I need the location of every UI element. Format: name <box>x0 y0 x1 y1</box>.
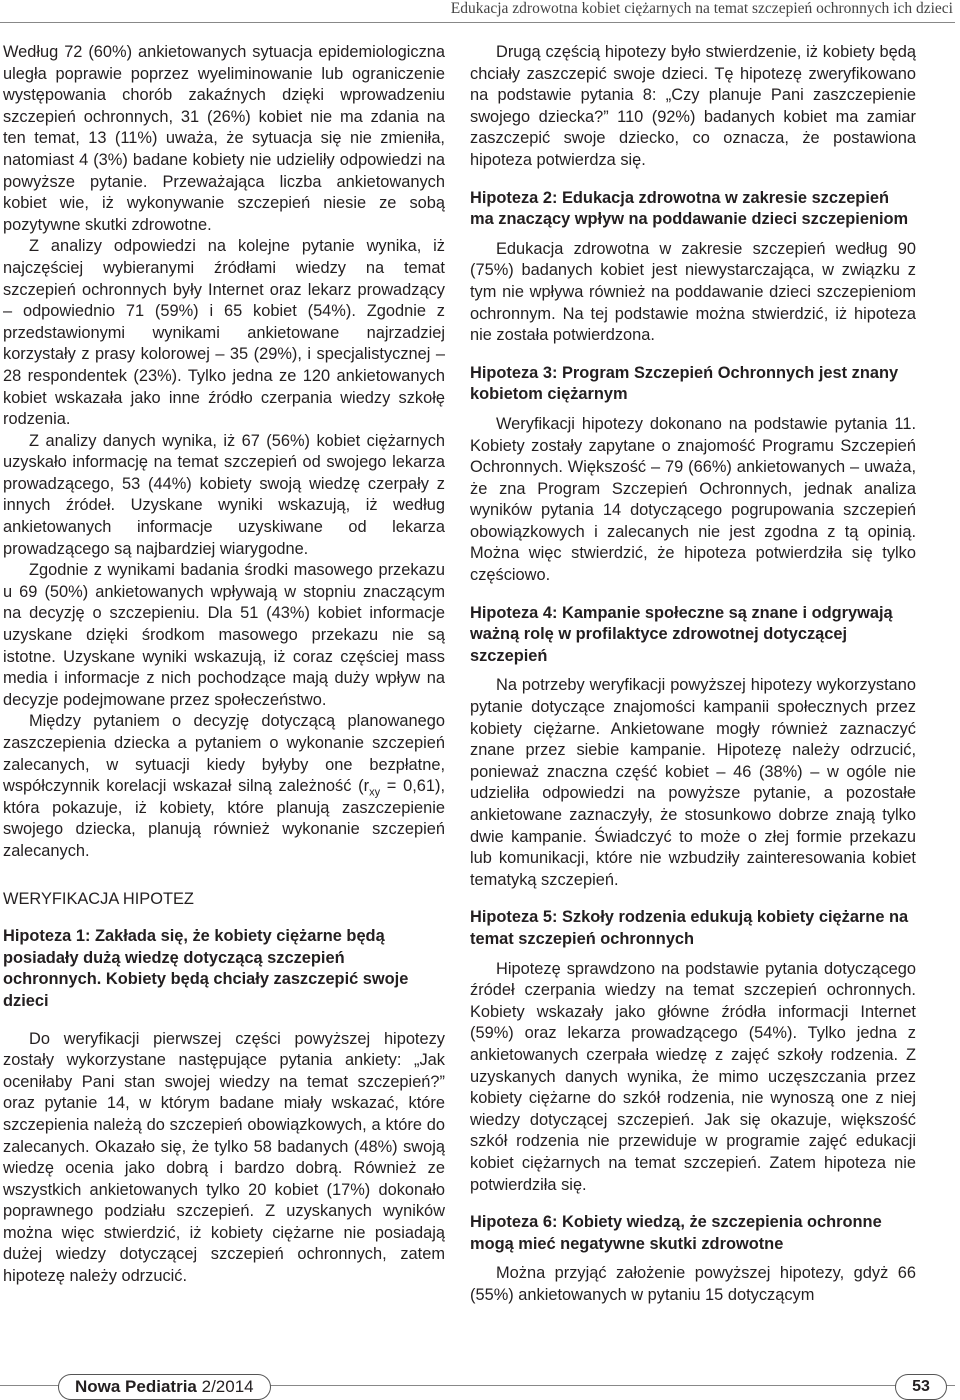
paragraph-correlation <box>3 711 445 862</box>
journal-name: Nowa Pediatria <box>75 1377 197 1396</box>
page-number: 53 <box>895 1374 947 1400</box>
left-column <box>3 42 445 1288</box>
paragraph-text: Między pytaniem o decyzję dotyczącą planowanego zaszczepienia dziecka a pytaniem o wykonanie szczepień zalecanych, w sytuacji kiedy byłyby one bezpłatne, współczynnik korelacji wskazał silną zależność (r <box>3 712 445 796</box>
paragraph: Drugą częścią hipotezy było stwierdzenie, iż kobiety będą chciały zaszczepić swoje dzieci. Tę hipotezę zweryfikowano na podstawie pytania 8: „Czy planuje Pani zaszczepienie swojego dziecka?” 110 (92%) badanych kobiet ma zamiar zaszczepić swoje dziecko, co oznacza, że postawiona hipoteza potwierdza się. <box>470 43 916 169</box>
hypothesis-heading: Hipoteza 6: Kobiety wiedzą, że szczepienia ochronne mogą mieć negatywne skutki zdrowotne <box>470 1213 882 1253</box>
paragraph: Można przyjąć założenie powyższej hipotezy, gdyż 66 (55%) ankietowanych w pytaniu 15 dotyczącym <box>470 1264 916 1304</box>
paragraph: Weryfikacji hipotezy dokonano na podstawie pytania 11. Kobiety zostały zapytane o znajomość Programu Szczepień Ochronnych. Większość – 79 (66%) ankietowanych – uważa, że zna Program Szczepień Ochronnych, jednak analiza wyników pytania 14 dotyczącego pogrupowania szczepień obowiązkowych i zalecanych nie jest zgodna z tą opinią. Można więc stwierdzić, że hipoteza potwierdziła się tylko częściowo. <box>470 414 916 585</box>
hypothesis-heading: Hipoteza 2: Edukacja zdrowotna w zakresie szczepień ma znaczący wpływ na poddawanie dzieci szczepieniom <box>470 188 909 229</box>
journal-badge <box>58 1374 271 1400</box>
paragraph: Według 72 (60%) ankietowanych sytuacja epidemiologiczna uległa poprawie poprzez wyeliminowanie lub ograniczenie występowania chorób zakaźnych dzięki wprowadzeniu szczepień ochronnych, 31 (26%) kobiet nie ma zdania na ten temat, 13 (11%) uważa, że sytuacja się nie zmieniła, natomiast 4 (3%) badane kobiety nie udzieliły odpowiedzi na powyższe pytanie. Przeważająca liczba ankietowanych kobiet wie, iż wykonywanie szczepień niesie ze sobą pozytywne skutki zdrowotne. <box>3 43 445 234</box>
running-title: Edukacja zdrowotna kobiet ciężarnych na temat szczepień ochronnych ich dzieci <box>450 0 953 17</box>
hypothesis-heading: Hipoteza 3: Program Szczepień Ochronnych jest znany kobietom ciężarnym <box>470 363 899 404</box>
paragraph-text: = 0,61), która pokazuje, iż kobiety, które planują zaszczepienie swojego dziecka, planują również wykonanie szczepień zalecanych. <box>3 777 445 860</box>
hypothesis-heading: Hipoteza 4: Kampanie społeczne są znane i odgrywają ważną rolę w profilaktyce zdrowotnej dotyczącej szczepień <box>470 603 893 665</box>
running-header <box>0 0 955 23</box>
right-column <box>470 42 916 1306</box>
hypothesis-heading: Hipoteza 5: Szkoły rodzenia edukują kobiety ciężarne na temat szczepień ochronnych <box>470 908 909 948</box>
subscript: xy <box>369 786 381 799</box>
paragraph: Z analizy odpowiedzi na kolejne pytanie wynika, iż najczęściej wybieranymi źródłami wiedzy na temat szczepień ochronnych były Internet oraz lekarz prowadzący – odpowiednio 71 (59%) i 65 kobiet (54%). Zgodnie z przedstawionymi wynikami ankietowane najrzadziej korzystały z prasy kolorowej – 35 (29%), i specjalistycznej – 28 respondentek (23%). Tylko jedna ze 120 ankietowanych kobiet wskazała jako inne źródło czerpania wiedzy szkołę rodzenia. <box>3 237 445 429</box>
paragraph: Edukacja zdrowotna w zakresie szczepień według 90 (75%) badanych kobiet jest niewystarczająca, w związku z tym nie wpływa również na poddawanie dzieci szczepieniom ochronnym. Na tej podstawie można stwierdzić, iż hipoteza nie została potwierdzona. <box>470 239 916 345</box>
paragraph: Hipotezę sprawdzono na podstawie pytania dotyczącego źródeł czerpania wiedzy na temat szczepień ochronnych. Kobiety wskazały jako główne źródła informacji Internet (59%) oraz lekarza prowadzącego (54%). Tylko jedna z ankietowanych czerpała wiedzę z zajęć szkoły rodzenia. Z uzyskanych danych wynika, że mimo uczęszczania przez kobiety ciężarne do szkół rodzenia, nie wynoszą one z niej wiedzy dotyczącej szczepień. Jak się okazuje, większość szkół rodzenia nie przewiduje w programie zajęć edukacji kobiet ciężarnych na temat szczepień. Zatem hipoteza nie potwierdziła się. <box>470 959 916 1194</box>
paragraph: Do weryfikacji pierwszej części powyższej hipotezy zostały wykorzystane następujące pytania ankiety: „Jak oceniłaby Pani stan swojej wiedzy na temat szczepień?” oraz pytanie 14, w którym badane miały wskazać, które szczepienia należą do szczepień obowiązkowych, a które do zalecanych. Okazało się, że tylko 58 badanych (48%) swoją wiedzę ocenia jako dobrą i bardzo dobrą. Również ze wszystkich ankietowanych tylko 20 kobiet (17%) dokonało poprawnego podziału szczepień. Z uzyskanych wyników można więc stwierdzić, iż kobiety ciężarne nie posiadają dużej wiedzy dotyczącej szczepień ochronnych, zatem hipotezę należy odrzucić. <box>3 1029 445 1286</box>
paragraph: Zgodnie z wynikami badania środki masowego przekazu u 69 (50%) ankietowanych wpływają w stopniu znaczącym na decyzję o szczepieniu. Dla 51 (43%) kobiet informacje uzyskane dzięki środkom masowego przekazu nie są istotne. Uzyskane wyniki wskazują, iż coraz częściej mass media i informacje z nich pochodzące mają duży wpływ na decyzje podejmowane przez społeczeństwo. <box>3 561 445 709</box>
journal-issue: 2/2014 <box>201 1377 254 1396</box>
page-footer <box>0 1372 955 1400</box>
section-title: WERYFIKACJA HIPOTEZ <box>3 889 194 908</box>
paragraph: Z analizy danych wynika, iż 67 (56%) kobiet ciężarnych uzyskało informację na temat szczepień od swojego lekarza prowadzącego, 53 (44%) kobiety swoją wiedzę czerpały z innych źródeł. Uzyskane wyniki wskazują, iż według ankietowanych informacje uzyskiwane od lekarza prowadzącego są najbardziej wiarygodne. <box>3 431 445 558</box>
paragraph: Na potrzeby weryfikacji powyższej hipotezy wykorzystano pytanie dotyczące znajomości kampanii społecznych przez kobiety ciężarne. Ankietowane mogły również zaznaczyć znane przez siebie kampanie. Hipotezę należy odrzucić, ponieważ znaczna część kobiet – 46 (38%) – w ogóle nie udzieliła odpowiedzi na powyższe pytanie, a pozostałe ankietowane zaznaczyły, że stosunkowo dobrze znają tylko dwie kampanie. Świadczyć to może o złej formie przekazu lub komunikacji, które nie wzbudziły zainteresowania kobiet tematyką szczepień. <box>470 676 916 889</box>
hypothesis-heading: Hipoteza 1: Zakłada się, że kobiety ciężarne będą posiadały dużą wiedzę dotyczącą szczepień ochronnych. Kobiety będą chciały zaszczepić swoje dzieci <box>3 927 409 1010</box>
